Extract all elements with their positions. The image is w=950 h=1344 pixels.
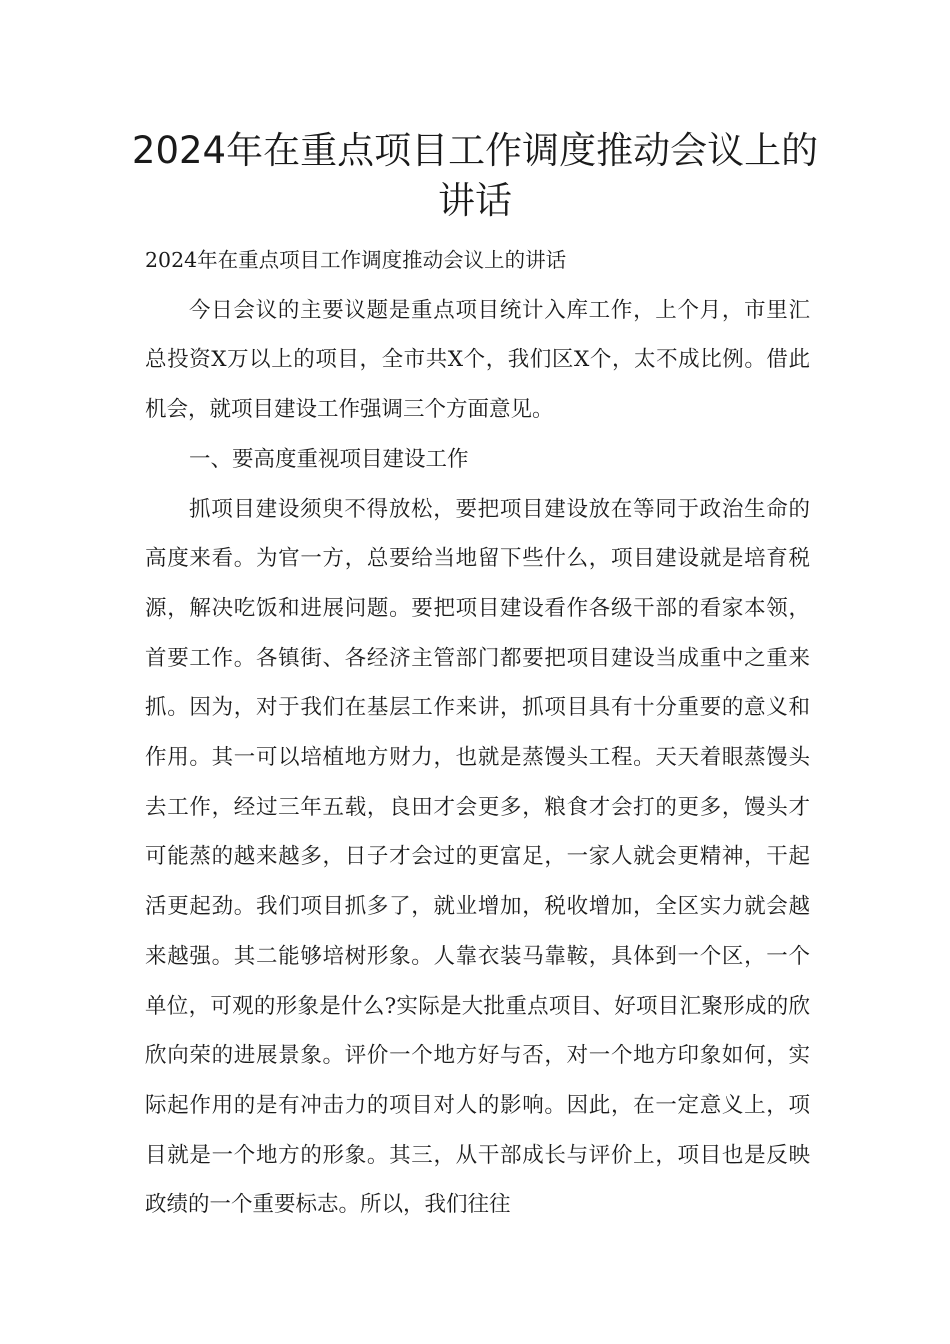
- paragraph-section-1: 抓项目建设须臾不得放松，要把项目建设放在等同于政治生命的高度来看。为官一方，总要给当地留下些什么，项目建设就是培育税源，解决吃饭和进展问题。要把项目建设看作各级干部的看家本领，首要工作。各镇街、各经济主管部门都要把项目建设当成重中之重来抓。因为，对于我们在基层工作来讲，抓项目具有十分重要的意义和作用。其一可以培植地方财力，也就是蒸馒头工程。天天着眼蒸馒头去工作，经过三年五载，良田才会更多，粮食才会打的更多，馒头才可能蒸的越来越多，日子才会过的更富足，一家人就会更精神，干起活更起劲。我们项目抓多了，就业增加，税收增加，全区实力就会越来越强。其二能够培树形象。人靠衣装马靠鞍，具体到一个区，一个单位，可观的形象是什么?实际是大批重点项目、好项目汇聚形成的欣欣向荣的进展景象。评价一个地方好与否，对一个地方印象如何，实际起作用的是有冲击力的项目对人的影响。因此，在一定意义上，项目就是一个地方的形象。其三，从干部成长与评价上，项目也是反映政绩的一个重要标志。所以，我们往往: [145, 496, 810, 1218]
- document-subtitle: 2024年在重点项目工作调度推动会议上的讲话: [145, 248, 567, 272]
- section-heading-1: 一、要高度重视项目建设工作: [189, 446, 469, 472]
- paragraph-intro: 今日会议的主要议题是重点项目统计入库工作，上个月，市里汇总投资X万以上的项目，全市共X个，我们区X个，太不成比例。借此机会，就项目建设工作强调三个方面意见。: [145, 297, 810, 423]
- document-body: [145, 236, 810, 1230]
- document-title: 2024年在重点项目工作调度推动会议上的讲话: [131, 129, 819, 222]
